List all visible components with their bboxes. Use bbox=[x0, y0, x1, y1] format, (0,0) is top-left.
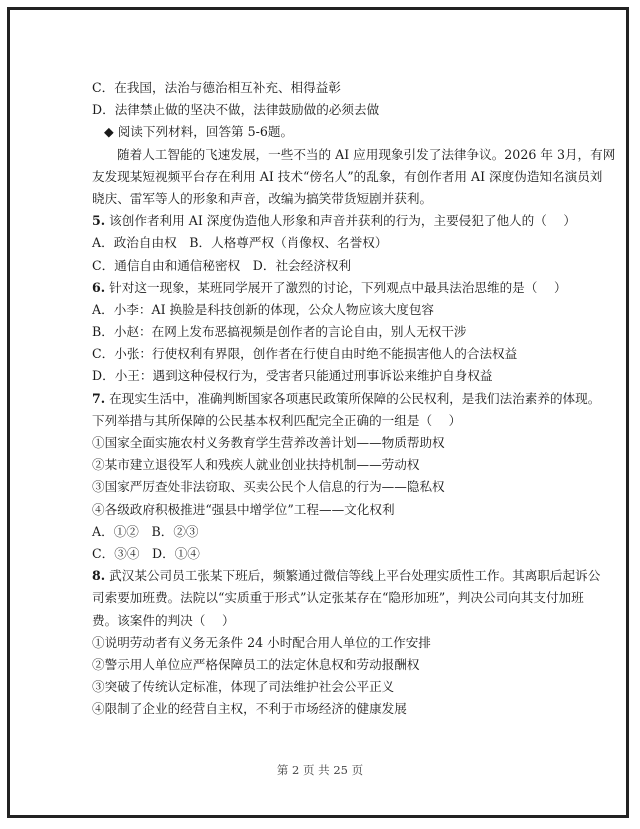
question-stem bbox=[92, 277, 567, 299]
page-content bbox=[92, 77, 616, 720]
text-line: 司索要加班费。法院以“实质重于形式”认定张某存在“隐形加班”，判决公司向其支付加班 bbox=[92, 590, 584, 606]
question-number: 8. bbox=[92, 568, 106, 584]
text-line: D．小王：遇到这种侵权行为，受害者只能通过刑事诉讼来维护自身权益 bbox=[92, 368, 493, 384]
question-number: 7. bbox=[92, 390, 106, 406]
question-text: 该创作者利用 AI 深度伪造他人形象和声音并获利的行为，主要侵犯了他人的（ ） bbox=[105, 213, 577, 229]
question-stem bbox=[92, 388, 601, 410]
question-text: 武汉某公司员工张某下班后，频繁通过微信等线上平台处理实质性工作。其离职后起诉公 bbox=[105, 568, 601, 584]
text-line: C．小张：行使权利有界限，创作者在行使自由时绝不能损害他人的合法权益 bbox=[92, 346, 518, 362]
text-line: ③国家严厉查处非法窃取、买卖公民个人信息的行为——隐私权 bbox=[92, 479, 445, 495]
page-footer: 第 2 页 共 25 页 bbox=[276, 763, 364, 777]
paragraph-line: 随着人工智能的飞速发展，一些不当的 AI 应用现象引发了法律争议。2026 年 3月，有网 bbox=[117, 146, 616, 162]
text-line: A．政治自由权 B．人格尊严权（肖像权、名誉权） bbox=[92, 235, 388, 251]
text-line: 友发现某短视频平台存在利用 AI 技术“傍名人”的乱象，有创作者用 AI 深度伪造知名演员刘 bbox=[92, 168, 603, 184]
text-line: C．在我国，法治与德治相互补充、相得益彰 bbox=[92, 80, 341, 95]
text-line: ②某市建立退役军人和残疾人就业创业扶持机制——劳动权 bbox=[92, 457, 420, 473]
text-line: 费。该案件的判决（ ） bbox=[92, 612, 235, 628]
text-line: ①国家全面实施农村义务教育学生营养改善计划——物质帮助权 bbox=[92, 435, 445, 450]
question-number: 6. bbox=[92, 279, 106, 295]
text-line: 晓庆、雷军等人的形象和声音，改编为搞笑带货短剧并获利。 bbox=[92, 190, 433, 206]
text-line: D．法律禁止做的坚决不做，法律鼓励做的必须去做 bbox=[92, 102, 380, 118]
text-line: ④各级政府积极推进“强县中增学位”工程——文化权利 bbox=[92, 501, 395, 517]
question-text: 针对这一现象，某班同学展开了激烈的讨论，下列观点中最具法治思维的是（ ） bbox=[105, 279, 567, 295]
text-line: 下列举措与其所保障的公民基本权利匹配完全正确的一组是（ ） bbox=[92, 412, 462, 428]
text-line: ④限制了企业的经营自主权，不利于市场经济的健康发展 bbox=[92, 701, 407, 717]
question-stem bbox=[92, 210, 577, 232]
text-line: C．③④ D．①④ bbox=[92, 545, 200, 561]
text-line: ①说明劳动者有义务无条件 24 小时配合用人单位的工作安排 bbox=[92, 634, 431, 650]
text-line: ②警示用人单位应严格保障员工的法定休息权和劳动报酬权 bbox=[92, 656, 420, 672]
section-instruction: ◆ 阅读下列材料，回答第 5-6题。 bbox=[104, 124, 294, 140]
text-line: A．①② B．②③ bbox=[92, 523, 199, 539]
text-line: ③突破了传统认定标准，体现了司法维护社会公平正义 bbox=[92, 679, 395, 695]
text-line: A．小李：AI 换脸是科技创新的体现，公众人物应该大度包容 bbox=[92, 301, 435, 317]
question-text: 在现实生活中，准确判断国家各项惠民政策所保障的公民权利，是我们法治素养的体现。 bbox=[105, 390, 601, 406]
text-line: B．小赵：在网上发布恶搞视频是创作者的言论自由，别人无权干涉 bbox=[92, 324, 467, 340]
question-number: 5. bbox=[92, 213, 106, 229]
text-line: C．通信自由和通信秘密权 D．社会经济权利 bbox=[92, 257, 352, 273]
question-stem bbox=[92, 565, 601, 587]
